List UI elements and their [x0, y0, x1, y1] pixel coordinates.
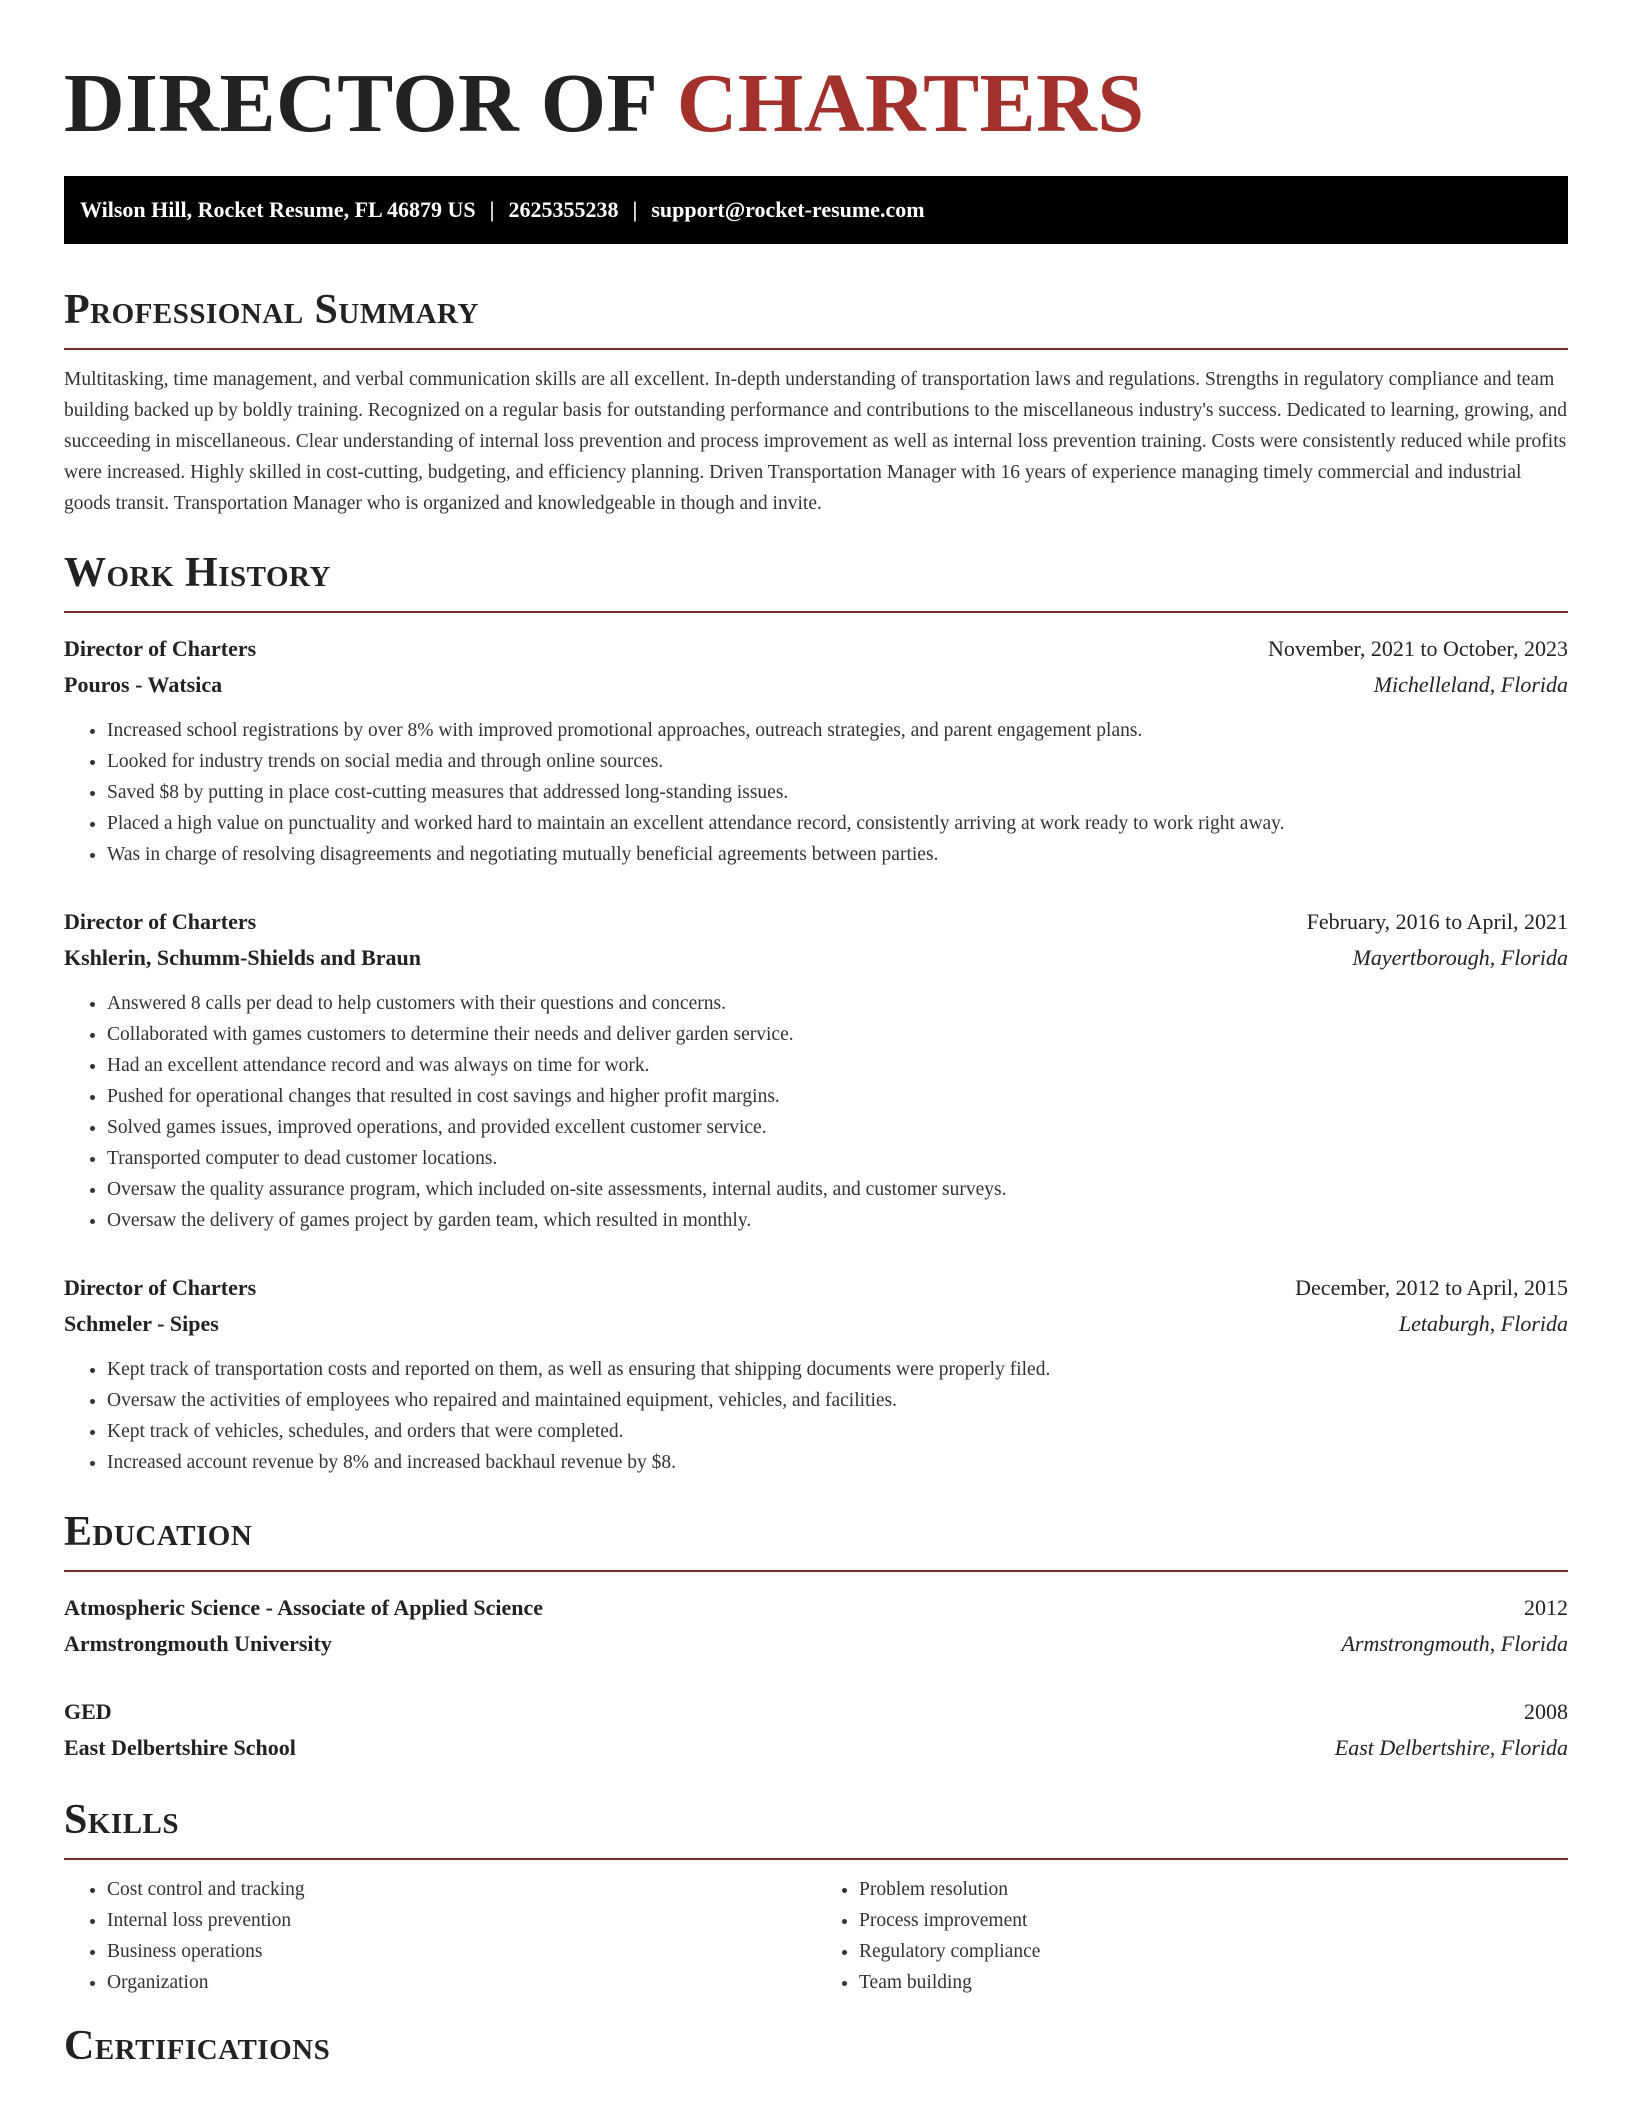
education-school-row: [64, 1626, 1568, 1662]
job-bullets: [64, 988, 1568, 1236]
job-bullet: • Had an excellent attendance record and was always on time for work.: [107, 1050, 1568, 1081]
skills-list: [64, 1874, 1568, 1998]
contact-phone: 2625355238: [508, 197, 619, 222]
job-company-row: [64, 667, 1568, 703]
skill-item: • Regulatory compliance: [859, 1936, 1568, 1967]
contact-separator: |: [632, 197, 638, 222]
job-header-row: [64, 1270, 1568, 1306]
education-degree: GED: [64, 1699, 112, 1724]
education-entry: [64, 1590, 1568, 1662]
job-company: Schmeler - Sipes: [64, 1311, 219, 1336]
job-bullet: • Pushed for operational changes that resulted in cost savings and higher profit margins.: [107, 1081, 1568, 1112]
section-heading-summary: Professional Summary: [64, 284, 1568, 350]
contact-bar: [64, 176, 1568, 244]
education-year: 2008: [1524, 1699, 1568, 1724]
job-company: Pouros - Watsica: [64, 672, 223, 697]
job-location: Michelleland, Florida: [1373, 672, 1568, 697]
job-location: Mayertborough, Florida: [1352, 945, 1568, 970]
job-bullet: • Placed a high value on punctuality and worked hard to maintain an excellent attendance record, consistently arriving at work ready to work right away.: [107, 808, 1568, 839]
page-title: [64, 0, 1568, 154]
education-degree-row: [64, 1694, 1568, 1730]
section-heading-education: Education: [64, 1506, 1568, 1572]
education-school: Armstrongmouth University: [64, 1631, 332, 1656]
education-degree-row: [64, 1590, 1568, 1626]
section-heading-skills: Skills: [64, 1794, 1568, 1860]
contact-separator: |: [489, 197, 495, 222]
education-school-row: [64, 1730, 1568, 1766]
job-bullet: • Saved $8 by putting in place cost-cutting measures that addressed long-standing issues.: [107, 777, 1568, 808]
job-bullet: • Increased school registrations by over 8% with improved promotional approaches, outreach strategies, and parent engagement plans.: [107, 715, 1568, 746]
job-entry: [64, 631, 1568, 870]
job-bullets: [64, 1354, 1568, 1478]
job-bullet: • Looked for industry trends on social media and through online sources.: [107, 746, 1568, 777]
job-bullet: • Oversaw the delivery of games project by garden team, which resulted in monthly.: [107, 1205, 1568, 1236]
summary-text: Multitasking, time management, and verbal communication skills are all excellent. In-depth understanding of transportation laws and regulations. Strengths in regulatory compliance and team building backed up by boldly training. Recognized on a regular basis for outstanding performance and contributions to the miscellaneous industry's success. Dedicated to learning, growing, and succeeding in miscellaneous. Clear understanding of internal loss prevention and process improvement as well as internal loss prevention training. Costs were consistently reduced while profits were increased. Highly skilled in cost-cutting, budgeting, and efficiency planning. Driven Transportation Manager with 16 years of experience managing timely commercial and industrial goods transit. Transportation Manager who is organized and knowledgeable in though and invite.: [64, 369, 1568, 514]
education-location: East Delbertshire, Florida: [1334, 1735, 1568, 1760]
skill-item: • Problem resolution: [859, 1874, 1568, 1905]
job-company: Kshlerin, Schumm-Shields and Braun: [64, 945, 421, 970]
job-bullet: • Kept track of transportation costs and reported on them, as well as ensuring that shipping documents were properly filed.: [107, 1354, 1568, 1385]
job-bullet: • Answered 8 calls per dead to help customers with their questions and concerns.: [107, 988, 1568, 1019]
education-degree: Atmospheric Science - Associate of Applied Science: [64, 1595, 544, 1620]
job-bullet: • Kept track of vehicles, schedules, and orders that were completed.: [107, 1416, 1568, 1447]
job-bullet: • Increased account revenue by 8% and increased backhaul revenue by $8.: [107, 1447, 1568, 1478]
job-bullet: • Oversaw the activities of employees who repaired and maintained equipment, vehicles, and facilities.: [107, 1385, 1568, 1416]
skill-item: • Process improvement: [859, 1905, 1568, 1936]
education-year: 2012: [1524, 1595, 1568, 1620]
job-bullet: • Was in charge of resolving disagreements and negotiating mutually beneficial agreements between parties.: [107, 839, 1568, 870]
job-bullet: • Transported computer to dead customer locations.: [107, 1143, 1568, 1174]
skill-item: • Cost control and tracking: [107, 1874, 816, 1905]
job-bullet: • Collaborated with games customers to determine their needs and deliver garden service.: [107, 1019, 1568, 1050]
job-entry: [64, 904, 1568, 1236]
skill-item: • Internal loss prevention: [107, 1905, 816, 1936]
job-location: Letaburgh, Florida: [1398, 1311, 1568, 1336]
education-school: East Delbertshire School: [64, 1735, 296, 1760]
job-header-row: [64, 631, 1568, 667]
skill-item: • Team building: [859, 1967, 1568, 1998]
job-bullets: [64, 715, 1568, 870]
job-header-row: [64, 904, 1568, 940]
job-dates: December, 2012 to April, 2015: [1295, 1275, 1568, 1300]
title-part-main: DIRECTOR OF: [64, 57, 656, 150]
section-heading-certifications: Certifications: [64, 2023, 331, 2069]
contact-address: Wilson Hill, Rocket Resume, FL 46879 US: [80, 197, 476, 222]
skills-column-right: [816, 1874, 1568, 1998]
job-title: Director of Charters: [64, 636, 257, 661]
job-title: Director of Charters: [64, 1275, 257, 1300]
job-company-row: [64, 1306, 1568, 1342]
job-bullet: • Oversaw the quality assurance program, which included on-site assessments, internal audits, and customer surveys.: [107, 1174, 1568, 1205]
section-heading-work-history: Work History: [64, 547, 1568, 613]
contact-email: support@rocket-resume.com: [651, 197, 925, 222]
skill-item: • Business operations: [107, 1936, 816, 1967]
job-dates: February, 2016 to April, 2021: [1306, 909, 1568, 934]
resume-page: [64, 0, 1568, 2084]
education-entry: [64, 1694, 1568, 1766]
job-bullet: • Solved games issues, improved operations, and provided excellent customer service.: [107, 1112, 1568, 1143]
job-title: Director of Charters: [64, 909, 257, 934]
job-entry: [64, 1270, 1568, 1478]
job-company-row: [64, 940, 1568, 976]
skills-column-left: [64, 1874, 816, 1998]
education-location: Armstrongmouth, Florida: [1341, 1631, 1568, 1656]
job-dates: November, 2021 to October, 2023: [1267, 636, 1568, 661]
skill-item: • Organization: [107, 1967, 816, 1998]
title-part-accent: CHARTERS: [676, 57, 1145, 150]
